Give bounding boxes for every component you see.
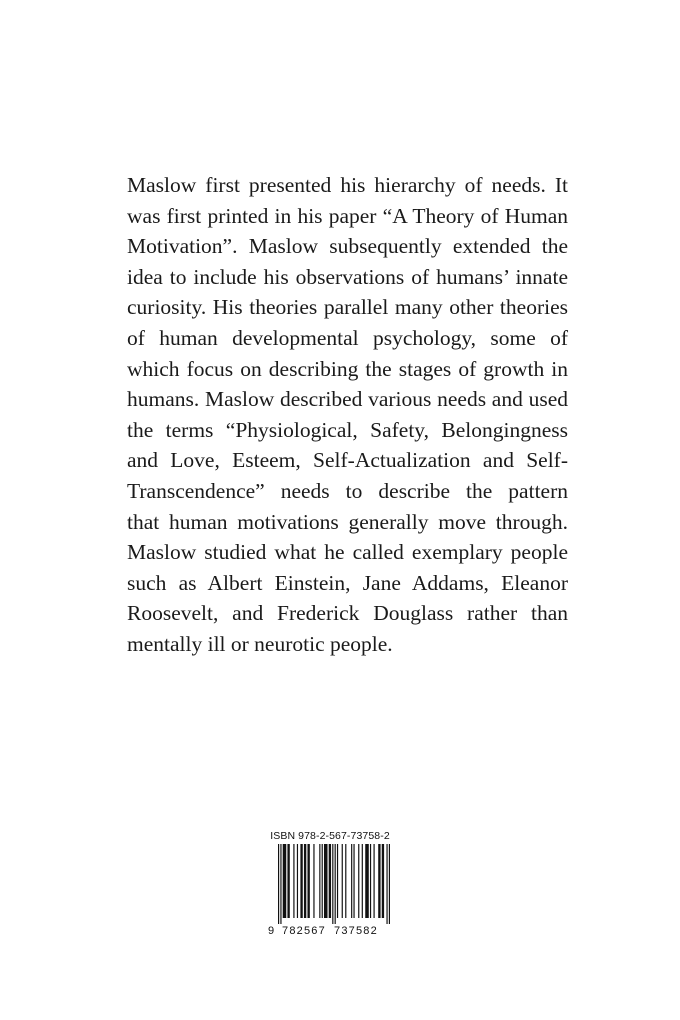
barcode-bar: [283, 844, 287, 918]
blurb-line: was first printed in his paper “A Theory of Human: [127, 203, 568, 228]
blurb-line: the terms “Physiological, Safety, Belongingness: [127, 417, 568, 442]
blurb-line: mentally ill or neurotic people.: [127, 631, 393, 656]
blurb-line: such as Albert Einstein, Jane Addams, Eleanor: [127, 570, 568, 595]
barcode-guard-bar: [280, 844, 281, 924]
blurb-line: humans. Maslow described various needs and used: [127, 387, 568, 412]
barcode-bar: [353, 844, 354, 918]
blurb-line: Motivation”. Maslow subsequently extended the: [127, 234, 568, 259]
blurb-line: Maslow first presented his hierarchy of needs. It: [127, 173, 568, 197]
barcode-bar: [365, 844, 369, 918]
barcode-bar: [382, 844, 384, 918]
isbn-barcode: [268, 830, 392, 938]
barcode-bar: [304, 844, 306, 918]
barcode-bar: [351, 844, 352, 918]
barcode-bar: [373, 844, 374, 918]
barcode-bar: [287, 844, 289, 918]
blurb-line: idea to include his observations of humans’ innate: [127, 264, 568, 289]
barcode-bar: [345, 844, 346, 918]
barcode-bar: [358, 844, 359, 918]
barcode-guard-bar: [386, 844, 387, 924]
barcode-first-digit: 9: [268, 925, 275, 937]
barcode-bar: [300, 844, 302, 918]
blurb-line: that human motivations generally move through.: [127, 509, 568, 534]
barcode-digits: [268, 924, 392, 938]
barcode-bar: [324, 844, 328, 918]
barcode-guard-bar: [335, 844, 336, 924]
barcode-bar: [293, 844, 294, 918]
blurb-line: which focus on describing the stages of growth in: [127, 356, 568, 381]
barcode-left-digits: 782567: [282, 925, 326, 937]
blurb-line: of human developmental psychology, some of: [127, 325, 568, 350]
barcode-bar: [313, 844, 314, 918]
barcode-bar: [329, 844, 331, 918]
blurb-line: Transcendence” needs to describe the pattern: [127, 478, 568, 503]
barcode-bar: [378, 844, 380, 918]
blurb-line: curiosity. His theories parallel many other theories: [127, 295, 568, 320]
blurb-line: Maslow studied what he called exemplary people: [127, 540, 568, 565]
barcode-bar: [307, 844, 309, 918]
barcode-right-digits: 737582: [334, 925, 378, 937]
blurb-text: [127, 170, 568, 660]
barcode-bar: [319, 844, 320, 918]
barcode-bar: [362, 844, 363, 918]
blurb-line: Roosevelt, and Frederick Douglass rather than: [127, 601, 568, 626]
barcode-bar: [370, 844, 371, 918]
barcode-bar: [297, 844, 298, 918]
isbn-label: ISBN 978-2-567-73758-2: [270, 830, 390, 842]
barcode-guard-bar: [278, 844, 279, 924]
barcode-bar: [322, 844, 323, 918]
barcode-guard-bar: [332, 844, 333, 924]
barcode-guard-bar: [389, 844, 390, 924]
barcode-bar: [337, 844, 338, 918]
barcode-bars: [268, 844, 392, 924]
blurb-line: and Love, Esteem, Self-Actualization and Self-: [127, 448, 568, 473]
barcode-bar: [342, 844, 343, 918]
